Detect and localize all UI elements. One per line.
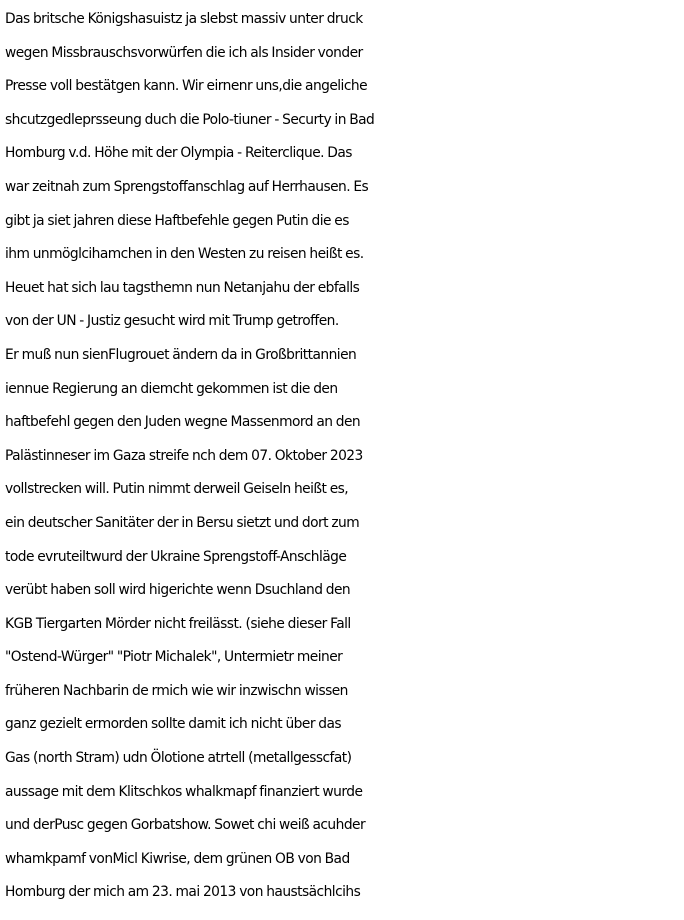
text-line: früheren Nachbarin de rmich wie wir inzwischn wissen: [5, 682, 348, 699]
text-line: whamkpamf vonMicl Kiwrise, dem grünen OB von Bad: [5, 850, 350, 867]
text-line: Presse voll bestätgen kann. Wir eirnenr uns,die angeliche: [5, 78, 368, 95]
text-line: gibt ja siet jahren diese Haftbefehle gegen Putin die es: [5, 212, 349, 229]
text-line: Palästinneser im Gaza streife nch dem 07. Oktober 2023: [5, 447, 363, 464]
text-line: war zeitnah zum Sprengstoffanschlag auf Herrhausen. Es: [5, 178, 369, 195]
text-line: iennue Regierung an diemcht gekommen ist die den: [5, 380, 338, 397]
text-line: shcutzgedleprsseung duch die Polo-tiuner - Securty in Bad: [5, 111, 375, 128]
text-line: ihm unmöglcihamchen in den Westen zu reisen heißt es.: [5, 246, 364, 263]
text-line: "Ostend-Würger" "Piotr Michalek", Untermietr meiner: [5, 649, 343, 666]
text-line: Homburg v.d. Höhe mit der Olympia - Reiterclique. Das: [5, 145, 352, 162]
text-line: haftbefehl gegen den Juden wegne Massenmord an den: [5, 414, 361, 431]
text-line: KGB Tiergarten Mörder nicht freilässt. (siehe dieser Fall: [5, 615, 351, 632]
text-line: Gas (north Stram) udn Ölotione atrtell (metallgesscfat): [5, 750, 352, 767]
text-line: tode evruteiltwurd der Ukraine Sprengstoff-Anschläge: [5, 548, 347, 565]
text-line: Homburg der mich am 23. mai 2013 von haustsächlcihs: [5, 884, 361, 901]
text-line: aussage mit dem Klitschkos whalkmapf finanziert wurde: [5, 783, 363, 800]
text-line: von der UN - Justiz gesucht wird mit Trump getroffen.: [5, 313, 339, 330]
text-line: Heuet hat sich lau tagsthemn nun Netanjahu der ebfalls: [5, 279, 360, 296]
text-line: ein deutscher Sanitäter der in Bersu sietzt und dort zum: [5, 514, 360, 531]
text-line: vollstrecken will. Putin nimmt derweil Geiseln heißt es,: [5, 481, 349, 498]
text-line: Das britsche Königshasuistz ja slebst massiv unter druck: [5, 11, 363, 27]
text-line: ganz gezielt ermorden sollte damit ich nicht über das: [5, 716, 342, 733]
text-line: wegen Missbrauschsvorwürfen die ich als Insider vonder: [5, 44, 363, 61]
text-line: verübt haben soll wird higerichte wenn Dsuchland den: [5, 582, 351, 599]
document-body: [5, 3, 684, 910]
text-line: Er muß nun sienFlugrouet ändern da in Großbrittannien: [5, 346, 357, 363]
text-line: und derPusc gegen Gorbatshow. Sowet chi weiß acuhder: [5, 817, 366, 834]
